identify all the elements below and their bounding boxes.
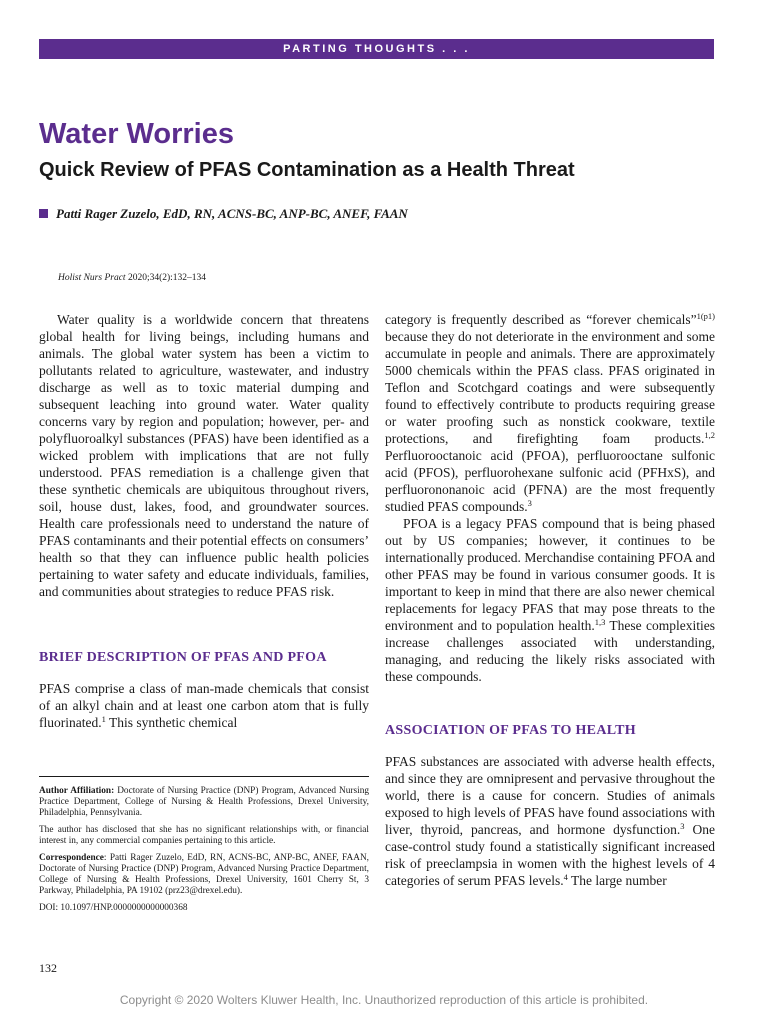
s1p1-text-a: PFAS comprise a class of man-made chemicals that consist of an alkyl chain and at least one carbon atom that is fully fluorinated. <box>39 681 369 730</box>
correspondence-text: : Patti Rager Zuzelo, EdD, RN, ACNS-BC, ANP-BC, ANEF, FAAN, Doctorate of Nursing Practice (DNP) Program, Advanced Nursing Practice Department, College of Nursing & Health Professions, Drexel University, 1601 Cherry St, 3 Parkway, Philadelphia, PA 19102 (prz23@drexel.edu). <box>39 853 369 896</box>
copyright-notice: Copyright © 2020 Wolters Kluwer Health, Inc. Unauthorized reproduction of this article is prohibited. <box>119 993 649 1007</box>
footnote-divider <box>39 776 369 777</box>
article-subtitle: Quick Review of PFAS Contamination as a Health Threat <box>39 159 575 181</box>
s2-paragraph-1 <box>385 753 715 889</box>
reference-marker: 1 <box>101 714 106 724</box>
author-name: Patti Rager Zuzelo, EdD, RN, ACNS-BC, ANP-BC, ANEF, FAAN <box>56 206 408 221</box>
section-heading-pfas-pfoa: BRIEF DESCRIPTION OF PFAS AND PFOA <box>39 650 327 665</box>
s1p1-text-c: because they do not deteriorate in the environment and some accumulate in people and animals. There are approximately 5000 chemicals within the PFAS class. PFAS originated in Teflon and Scotchgard coatings and were subsequently found to effectively contribute to products requiring grease or water proofing such as nonstick cookware, textile protections, and firefighting foam products. <box>385 329 715 446</box>
s1p1-text-d: Perfluorooctanoic acid (PFOA), perfluorooctane sulfonic acid (PFOS), perfluorohexane sulfonic acid (PFHxS), and perfluorononanoic acid (PFNA) are the most frequently studied PFAS compounds. <box>385 448 715 514</box>
article-title: Water Worries <box>39 118 234 150</box>
s1-paragraph-2 <box>385 515 715 685</box>
right-column <box>385 311 715 889</box>
s1p1-text-b-cont: category is frequently described as “forever chemicals” <box>385 312 697 327</box>
reference-marker: 3 <box>527 498 532 508</box>
affiliation-text: Doctorate of Nursing Practice (DNP) Program, Advanced Nursing Practice Department, College of Nursing & Health Professions, Drexel University, Philadelphia, Pennsylvania. <box>39 786 369 818</box>
citation <box>58 273 206 283</box>
reference-marker: 1(p1) <box>696 311 715 321</box>
reference-marker: 1,2 <box>704 430 715 440</box>
reference-marker: 4 <box>563 872 568 882</box>
author-affiliation <box>39 786 369 819</box>
page-number: 132 <box>39 961 57 975</box>
citation-journal: Holist Nurs Pract <box>58 273 126 283</box>
s1p2-text-b: These complexities increase challenges associated with understanding, managing, and reducing the likely risks associated with these compounds. <box>385 618 715 684</box>
s2p1-text-c: The large number <box>567 873 667 888</box>
reference-marker: 3 <box>680 821 685 831</box>
left-column <box>39 311 369 731</box>
reference-marker: 1,3 <box>594 617 606 627</box>
square-bullet-icon <box>39 209 48 218</box>
section-banner: PARTING THOUGHTS . . . <box>39 39 714 59</box>
s2p1-text-a: PFAS substances are associated with adverse health effects, and since they are omnipresent and pervasive throughout the world, there is a cause for concern. Studies of animals exposed to high levels of PFAS have found associations with liver, thyroid, pancreas, and hormone dysfunction. <box>385 754 715 837</box>
section-heading-health: ASSOCIATION OF PFAS TO HEALTH <box>385 723 636 738</box>
footnotes <box>39 786 369 920</box>
s1-paragraph-1-continued <box>385 311 715 515</box>
intro-paragraph: Water quality is a worldwide concern that threatens global health for living beings, including humans and animals. The global water system has been a victim to pollutants related to agriculture, wastewater, and industry discharge as well as to toxic material dumping and subsequent leaching into ground water. Water quality concerns vary by region and population; however, per- and polyfluoroalkyl substances (PFAS) have been identified as a wicked problem with implications that are not fully understood. PFAS remediation is a challenge given that these synthetic chemicals are ubiquitous throughout rivers, soil, house dust, lakes, food, and groundwater sources. Health care professionals need to understand the nature of PFAS contaminants and their potential effects on consumers’ health so that they can influence public health policies pertaining to water safety and educate individuals, families, and communities about strategies to reduce PFAS risk. <box>39 312 369 599</box>
s1p2-text-a: PFOA is a legacy PFAS compound that is being phased out by US companies; however, it continues to be internationally produced. Merchandise containing PFOA and other PFAS may be found in various consumer goods. It is important to keep in mind that there are also newer chemical replacements for legacy PFAS that may pose threats to the environment and to population health. <box>385 516 715 633</box>
correspondence-label: Correspondence <box>39 853 104 863</box>
author-line <box>39 206 408 222</box>
citation-detail: 2020;34(2):132–134 <box>127 273 207 283</box>
s1-paragraph-1 <box>39 680 369 731</box>
disclosure: The author has disclosed that she has no significant relationships with, or financial interest in, any commercial companies pertaining to this article. <box>39 825 369 846</box>
affiliation-label: Author Affiliation: <box>39 786 115 796</box>
s1p1-text-b: This synthetic chemical <box>105 715 238 730</box>
doi: DOI: 10.1097/HNP.0000000000000368 <box>39 903 188 913</box>
correspondence <box>39 853 369 897</box>
s2p1-text-b: One case-control study found a statistically significant increased risk of preeclampsia in women with the highest levels of 4 categories of serum PFAS levels. <box>385 822 715 888</box>
